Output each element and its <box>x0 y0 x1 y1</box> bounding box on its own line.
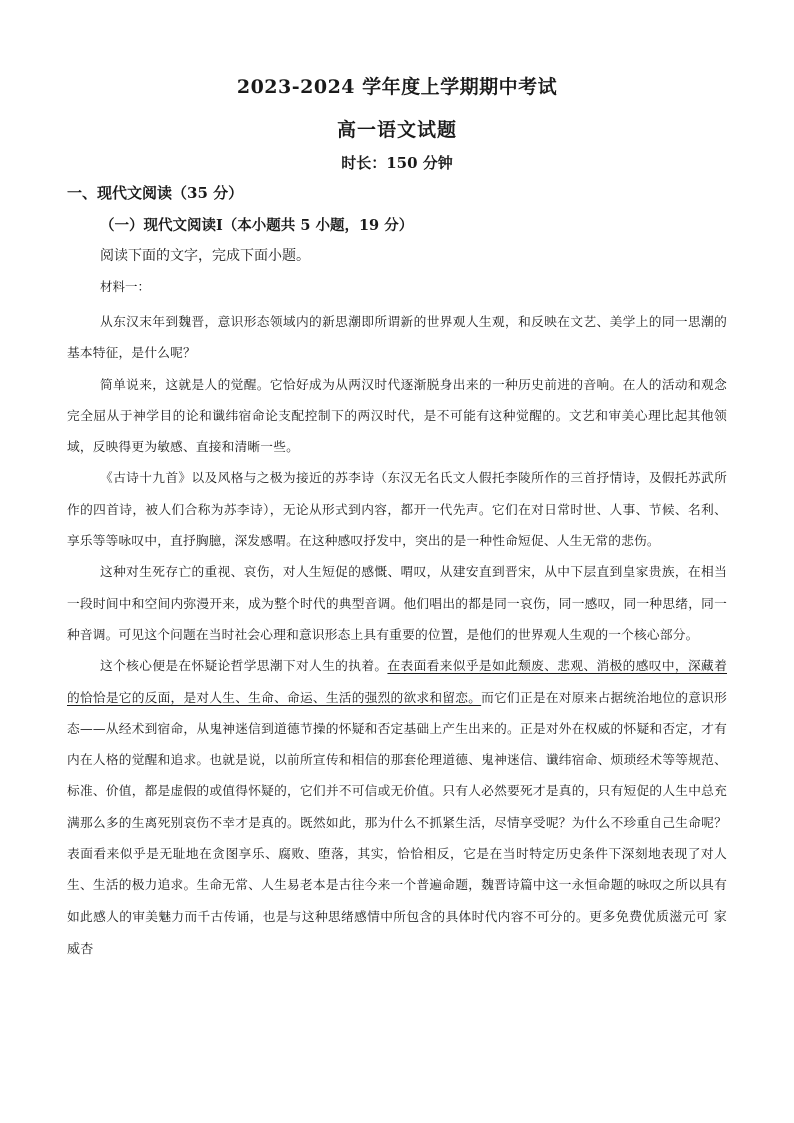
paragraph-5 <box>67 650 727 965</box>
section-heading: 一、现代文阅读（35 分） <box>67 184 244 202</box>
promo-text: 更多免费优质滋元可 家 威杏 <box>67 909 727 957</box>
paragraph-4: 这种对生死存亡的重视、哀伤，对人生短促的感慨、喟叹，从建安直到晋宋，从中下层直到皇家贵族，在相当一段时间中和空间内弥漫开来，成为整个时代的典型音调。他们唱出的都是同一哀伤，同一感叹，同一种思绪，同一种音调。可见这个问题在当时社会心理和意识形态上具有重要的位置，是他们的世界观人生观的一个核心部分。 <box>67 564 727 642</box>
subject-title: 高一语文试题 <box>336 119 457 141</box>
paragraph-1: 从东汉末年到魏晋，意识形态领域内的新思潮即所谓新的世界观人生观，和反映在文艺、美学上的同一思潮的基本特征，是什么呢？ <box>67 314 727 361</box>
reading-passage <box>67 306 727 965</box>
paragraph-5-rest: 而它们正是在对原来占据统治地位的意识形态——从经术到宿命，从鬼神迷信到道德节操的怀疑和否定基础上产生出来的。正是对外在权威的怀疑和否定，才有内在人格的觉醒和追求。也就是说，以前所宣传和相信的那套伦理道德、鬼神迷信、谶纬宿命、烦琐经术等等规范、标准、价值，都是虚假的或值得怀疑的，它们并不可信或无价值。只有人必然要死才是真的，只有短促的人生中总充满那么多的生离死别哀伤不幸才是真的。既然如此，那为什么不抓紧生活，尽情享受呢？为什么不珍重自己生命呢？表面看来似乎是无耻地在贪图享乐、腐败、堕落，其实，恰恰相反，它是在当时特定历史条件下深刻地表现了对人生、生活的极力追求。生命无常、人生易老本是古往今来一个普遍命题，魏晋诗篇中这一永恒命题的咏叹之所以具有如此感人的审美魅力而千古传诵，也是与这种思绪感情中所包含的具体时代内容不可分的。 <box>67 689 727 924</box>
paragraph-3: 《古诗十九首》以及风格与之极为接近的苏李诗（东汉无名氏文人假托李陵所作的三首抒情诗，及假托苏武所作的四首诗，被人们合称为苏李诗），无论从形式到内容，都开一代先声。它们在对日常时世、人事、节候、名利、享乐等等咏叹中，直抒胸臆，深发感喟。在这种感叹抒发中，突出的是一种性命短促、人生无常的悲伤。 <box>67 470 727 549</box>
material-label: 材料一： <box>100 279 151 294</box>
underlined-sentence: 在表面看来似乎是如此颓废、悲观、消极的感叹中，深藏着的恰恰是它的反面，是对人生、生命、命运、生活的强烈的欲求和留恋。 <box>67 658 727 705</box>
subsection-heading: （一）现代文阅读Ⅰ（本小题共 5 小题，19 分） <box>100 217 414 234</box>
paragraph-2: 简单说来，这就是人的觉醒。它恰好成为从两汉时代逐渐脱身出来的一种历史前进的音响。在人的活动和观念完全屈从于神学目的论和谶纬宿命论支配控制下的两汉时代，是不可能有这种觉醒的。文艺和审美心理比起其他领域，反映得更为敏感、直接和清晰一些。 <box>67 376 727 455</box>
exam-duration: 时长：150 分钟 <box>341 154 453 172</box>
reading-instruction: 阅读下面的文字，完成下面小题。 <box>100 248 310 264</box>
paragraph-5-lead: 这个核心便是在怀疑论哲学思潮下对人生的执着。 <box>100 658 388 674</box>
exam-title: 2023-2024 学年度上学期期中考试 <box>236 76 558 98</box>
